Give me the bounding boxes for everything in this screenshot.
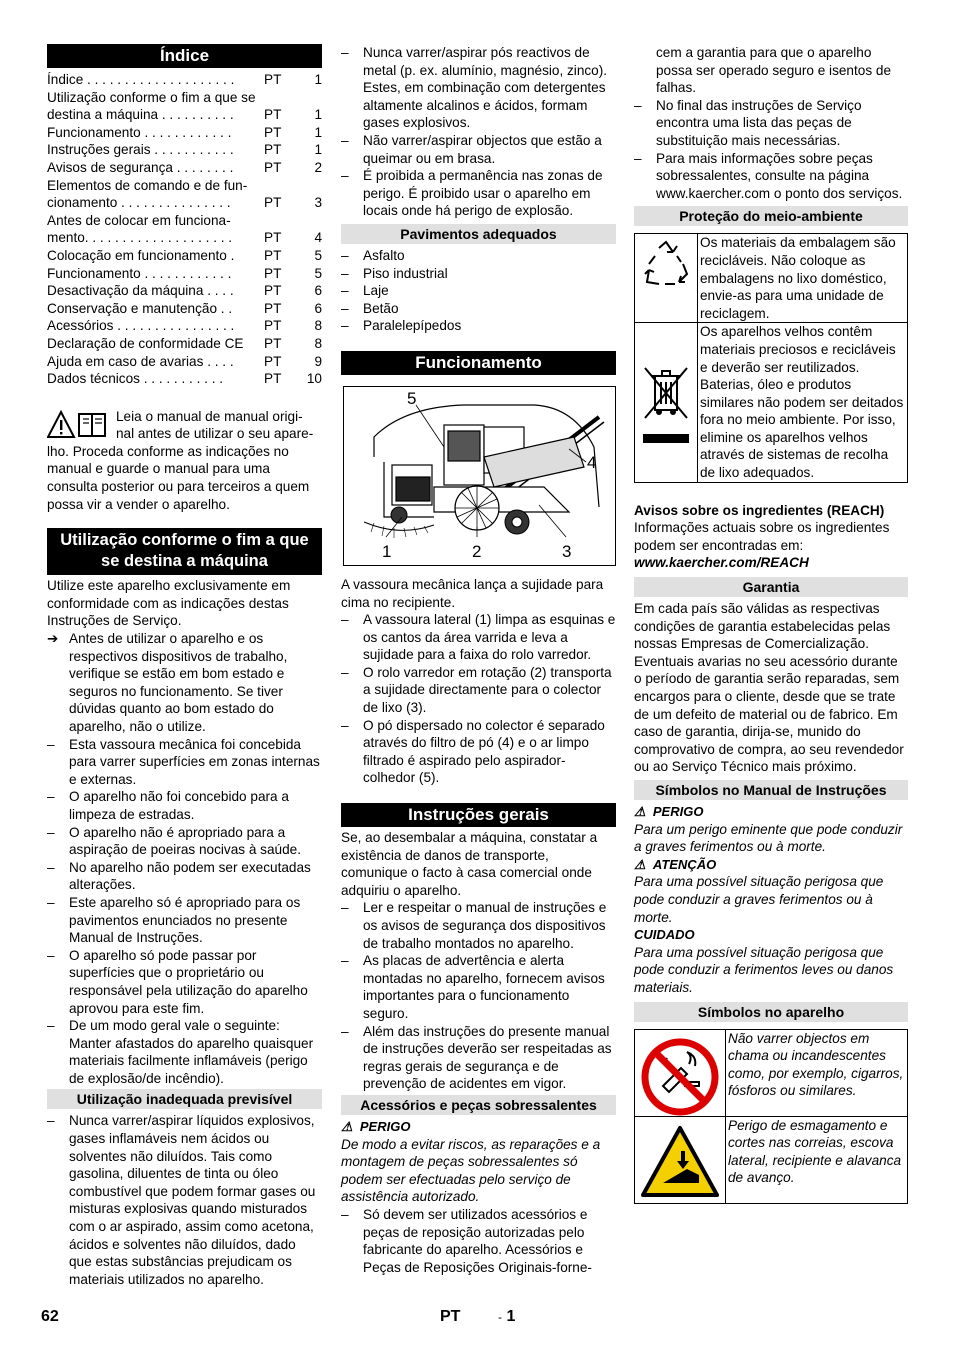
figure-label-3: 3 bbox=[562, 541, 572, 561]
footer-lang: PT bbox=[440, 1308, 461, 1325]
pavimento-item: – Piso industrial bbox=[341, 265, 448, 281]
warning-icon: ⚠ bbox=[341, 1118, 360, 1134]
toc-entry[interactable] bbox=[47, 300, 322, 318]
instrucoes-heading: Instruções gerais bbox=[341, 803, 616, 827]
protecao-table bbox=[634, 233, 908, 482]
simbolo-text-2: Perigo de esmagamento e cortes nas correias, escova lateral, recipiente e alavanca de avanço. bbox=[728, 1117, 902, 1186]
toc-entry[interactable] bbox=[47, 353, 322, 371]
toc-entry[interactable] bbox=[47, 247, 322, 265]
toc-title: Ajuda em caso de avarias . . . . bbox=[47, 353, 234, 369]
figure-label-5: 5 bbox=[407, 388, 417, 408]
toc-lang: PT bbox=[264, 335, 282, 351]
toc-page: 6 bbox=[314, 300, 322, 316]
simbolos-aparelho-table bbox=[634, 1029, 908, 1204]
manual-note-line1: Leia o manual de manual origi- bbox=[116, 408, 303, 424]
toc-title: Dados técnicos . . . . . . . . . . . bbox=[47, 371, 224, 387]
toc-lang bbox=[264, 177, 302, 195]
inadequada-heading: Utilização inadequada previsível bbox=[47, 1089, 322, 1109]
toc-page: 5 bbox=[314, 247, 322, 263]
instr-list-item: – Ler e respeitar o manual de instruções e os avisos de segurança dos dispositivos de trabalho montados no aparelho. bbox=[341, 900, 607, 951]
util-list-item: – Este aparelho só é apropriado para os pavimentos enunciados no presente Manual de Instruções. bbox=[47, 894, 301, 946]
util-list bbox=[47, 736, 322, 1088]
toc-title: Funcionamento . . . . . . . . . . . . bbox=[47, 124, 232, 140]
toc-page bbox=[302, 177, 322, 195]
acess-perigo-label: ⚠ PERIGO bbox=[341, 1118, 411, 1134]
atencao-label: ⚠ ATENÇÃO bbox=[634, 856, 717, 872]
toc-page: 10 bbox=[306, 371, 322, 387]
toc-lang: PT bbox=[264, 300, 282, 316]
pavimento-item: – Betão bbox=[341, 300, 399, 316]
manual-note-rest: lho. Proceda conforme as indicações no manual e guarde o manual para uma consulta posterior ou para terceiros a quem possa vir a vender o aparelho. bbox=[47, 443, 310, 512]
util-intro: Utilize este aparelho exclusivamente em conformidade com as indicações destas Instruções de Serviço. bbox=[47, 578, 291, 629]
acessorios-heading: Acessórios e peças sobressalentes bbox=[341, 1095, 616, 1115]
figure-label-1: 1 bbox=[382, 541, 392, 561]
toc-page: 2 bbox=[314, 159, 322, 175]
instr-list bbox=[341, 899, 616, 1093]
toc-entry[interactable] bbox=[47, 194, 322, 212]
toc-page: 6 bbox=[314, 283, 322, 299]
acess-perigo-text: De modo a evitar riscos, as reparações e a montagem de peças sobressalentes só podem ser efectuadas pelo serviço de assistência autorizado. bbox=[341, 1136, 601, 1205]
toc-entry[interactable] bbox=[47, 89, 322, 107]
util-arrow-item: ➔ Antes de utilizar o aparelho e os respectivos dispositivos de trabalho, verifique se estão em bom estado e seguros no funcionamento. Se tiver dúvidas quanto ao bom estado do aparelho, não o utilize. bbox=[47, 631, 288, 734]
toc-page: 9 bbox=[314, 353, 322, 369]
toc-page bbox=[302, 89, 322, 107]
pavimentos-heading: Pavimentos adequados bbox=[341, 224, 616, 244]
reach-text: Informações actuais sobre os ingredientes podem ser encontradas em: bbox=[634, 520, 890, 553]
toc-title: mento. . . . . . . . . . . . . . . . . . . . bbox=[47, 230, 233, 246]
page-number: 62 bbox=[41, 1308, 59, 1325]
toc-page: 1 bbox=[314, 72, 322, 87]
protecao-row-recycle bbox=[635, 234, 907, 323]
toc-title: Funcionamento . . . . . . . . . . . . bbox=[47, 265, 232, 281]
util-list-item: – De um modo geral vale o seguinte: Manter afastados do aparelho quaisquer materiais facilmente inflamáveis (perigo de explosão/de incêndio). bbox=[47, 1018, 314, 1086]
recycle-icon bbox=[635, 234, 698, 322]
toc-entry[interactable] bbox=[47, 177, 322, 195]
instr-list-item: – Além das instruções do presente manual de instruções deverão ser respeitadas as regras gerais de segurança e de prevenção de acidentes em vigor. bbox=[341, 1023, 612, 1092]
toc-lang: PT bbox=[264, 318, 282, 334]
col2-top-list bbox=[341, 44, 616, 220]
toc-lang bbox=[264, 89, 302, 107]
toc-title: Desactivação da máquina . . . . bbox=[47, 283, 234, 299]
simbolo-row-crush bbox=[635, 1117, 907, 1204]
reach-link[interactable]: www.kaercher.com/REACH bbox=[634, 555, 809, 571]
atencao-text: Para uma possível situação perigosa que pode conduzir a graves ferimentos ou à morte. bbox=[634, 874, 884, 925]
machine-figure bbox=[343, 386, 616, 566]
toc-page: 1 bbox=[314, 124, 322, 140]
instr-intro: Se, ao desembalar a máquina, constatar a existência de danos de transporte, comunique o facto à casa comercial onde adquiriu o aparelho. bbox=[341, 830, 598, 898]
toc-lang bbox=[264, 212, 302, 230]
toc-title: Utilização conforme o fim a que se bbox=[47, 89, 256, 105]
toc-lang: PT bbox=[264, 230, 282, 246]
col3-top-list bbox=[634, 97, 908, 203]
table-of-contents bbox=[47, 71, 322, 388]
toc-title: Avisos de segurança . . . . . . . . bbox=[47, 159, 234, 175]
sweeper-illustration bbox=[344, 387, 615, 565]
col2-list-item: – É proibida a permanência nas zonas de perigo. É proibido usar o aparelho em locais onde há perigo de explosão. bbox=[341, 168, 603, 219]
manual-note bbox=[47, 408, 322, 514]
toc-entry[interactable] bbox=[47, 141, 322, 159]
toc-page: 1 bbox=[314, 107, 322, 123]
figure-label-4: 4 bbox=[587, 452, 597, 472]
toc-title: Antes de colocar em funciona- bbox=[47, 212, 231, 228]
toc-title: Elementos de comando e de fun- bbox=[47, 177, 248, 193]
toc-page: 3 bbox=[314, 195, 322, 211]
toc-entry[interactable] bbox=[47, 335, 322, 353]
pavimentos-list bbox=[341, 247, 616, 335]
figure-label-2: 2 bbox=[472, 541, 482, 561]
toc-lang: PT bbox=[264, 353, 282, 369]
crossed-bin-icon bbox=[635, 323, 698, 481]
utilizacao-heading: Utilização conforme o fim a que se destina a máquina bbox=[47, 528, 322, 575]
warning-manual-icon bbox=[47, 410, 109, 440]
protecao-row-bin bbox=[635, 323, 907, 481]
toc-lang: PT bbox=[264, 159, 282, 175]
toc-title: Índice . . . . . . . . . . . . . . . . . . . . bbox=[47, 72, 235, 87]
col3-list-item: – Para mais informações sobre peças sobressalentes, consulte na página www.kaercher.com o ponto dos serviços. bbox=[634, 150, 903, 201]
col3-top-cont: cem a garantia para que o aparelho possa ser operado seguro e isentos de falhas. bbox=[656, 45, 892, 96]
simbolos-heading: Símbolos no Manual de Instruções bbox=[634, 780, 908, 800]
pavimento-item: – Laje bbox=[341, 283, 389, 299]
toc-entry[interactable] bbox=[47, 212, 322, 230]
footer-section-number: - 1 bbox=[498, 1308, 516, 1325]
reach-heading: Avisos sobre os ingredientes (REACH) bbox=[634, 502, 885, 518]
toc-lang: PT bbox=[264, 72, 282, 87]
garantia-text: Em cada país são válidas as respectivas condições de garantia estabelecidas pelas nossas Empresas de Comercialização. Eventuais avarias no seu acessório durante o período de garantia serão reparadas, sem encargos para o cliente, desde que se trate de um defeito de material ou de fabrico. Em caso de garantia, dirija-se, munido do comprovativo de compra, ao seu revendedor ou ao Serviço Técnico mais próximo. bbox=[634, 601, 904, 775]
toc-entry[interactable] bbox=[47, 265, 322, 283]
toc-lang: PT bbox=[264, 124, 282, 140]
toc-entry[interactable] bbox=[47, 106, 322, 124]
toc-entry[interactable] bbox=[47, 317, 322, 335]
toc-lang: PT bbox=[264, 265, 282, 281]
toc-title: cionamento . . . . . . . . . . . . . . . bbox=[47, 195, 231, 211]
toc-title: Declaração de conformidade CE bbox=[47, 335, 244, 351]
toc-page: 1 bbox=[314, 142, 322, 158]
func-list-item: – A vassoura lateral (1) limpa as esquinas e os cantos da área varrida e leva a sujidade para a faixa do rolo varredor. bbox=[341, 612, 616, 663]
pavimento-item: – Asfalto bbox=[341, 247, 405, 263]
toc-entry[interactable] bbox=[47, 159, 322, 177]
simbolo-text-1: Não varrer objectos em chama ou incandescentes como, por exemplo, cigarros, fósforos ou similares. bbox=[728, 1030, 904, 1099]
col3-list-item: – No final das instruções de Serviço encontra uma lista das peças de substituição mais necessárias. bbox=[634, 97, 862, 148]
toc-lang: PT bbox=[264, 247, 282, 263]
col2-list-item: – Não varrer/aspirar objectos que estão a queimar ou em brasa. bbox=[341, 132, 602, 166]
warning-icon: ⚠ bbox=[634, 803, 653, 819]
toc-lang: PT bbox=[264, 195, 282, 211]
cuidado-text: Para uma possível situação perigosa que pode conduzir a ferimentos leves ou danos materiais. bbox=[634, 944, 894, 995]
func-list-item: – O rolo varredor em rotação (2) transporta a sujidade directamente para o colector de lixo (3). bbox=[341, 664, 612, 716]
protecao-text-1: Os materiais da embalagem são recicláveis. Não coloque as embalagens no lixo doméstico, envie-as para uma unidade de reciclagem. bbox=[700, 235, 896, 321]
toc-page: 4 bbox=[314, 230, 322, 246]
util-list-item: – O aparelho só pode passar por superfícies que o proprietário ou responsável pela utilização do aparelho aprovou para este fim. bbox=[47, 947, 308, 1016]
toc-page: 8 bbox=[314, 318, 322, 334]
no-burning-objects-icon bbox=[635, 1030, 726, 1116]
func-list-item: – O pó dispersado no colector é separado através do filtro de pó (4) e o ar limpo filtrado é aspirado pelo aspirador-colhedor (5). bbox=[341, 717, 605, 786]
instr-list-item: – As placas de advertência e alerta montadas no aparelho, fornecem avisos importantes para o funcionamento seguro. bbox=[341, 953, 605, 1021]
func-intro: A vassoura mecânica lança a sujidade para cima no recipiente. bbox=[341, 576, 604, 610]
simbolos-aparelho-heading: Símbolos no aparelho bbox=[634, 1002, 908, 1022]
arrow-icon: ➔ bbox=[47, 631, 59, 647]
acess-item: – Só devem ser utilizados acessórios e peças de reposição autorizadas pelo fabricante do aparelho. Acessórios e Peças de Reposições Originais-forne- bbox=[341, 1206, 592, 1275]
toc-entry[interactable] bbox=[47, 229, 322, 247]
column-2 bbox=[341, 44, 616, 1276]
toc-page bbox=[302, 212, 322, 230]
toc-title: Acessórios . . . . . . . . . . . . . . . . bbox=[47, 318, 235, 334]
toc-entry[interactable] bbox=[47, 282, 322, 300]
cuidado-label: CUIDADO bbox=[634, 927, 695, 943]
toc-lang: PT bbox=[264, 107, 282, 123]
func-list bbox=[341, 611, 616, 787]
toc-entry[interactable] bbox=[47, 71, 322, 89]
toc-title: Instruções gerais . . . . . . . . . . . bbox=[47, 142, 234, 158]
toc-lang: PT bbox=[264, 283, 282, 299]
protecao-text-2: Os aparelhos velhos contêm materiais preciosos e recicláveis e deverão ser reutilizados. Baterias, óleo e produtos similares não podem ser deitados fora no meio ambiente. Por isso, elimine os aparelhos velhos através de sistemas de recolha de lixo adequados. bbox=[700, 324, 904, 481]
util-list-item: – No aparelho não podem ser executadas alterações. bbox=[47, 859, 311, 893]
util-list-item: – O aparelho não foi concebido para a limpeza de estradas. bbox=[47, 789, 289, 822]
column-3 bbox=[634, 44, 908, 1204]
util-list-item: – Esta vassoura mecânica foi concebida para varrer superfícies em zonas internas e externas. bbox=[47, 736, 320, 787]
toc-entry[interactable] bbox=[47, 370, 322, 388]
funcionamento-heading: Funcionamento bbox=[341, 351, 616, 375]
toc-lang: PT bbox=[264, 371, 282, 387]
protecao-heading: Proteção do meio-ambiente bbox=[634, 206, 908, 226]
indice-heading: Índice bbox=[47, 44, 322, 68]
simbolo-row-fire bbox=[635, 1030, 907, 1117]
toc-lang: PT bbox=[264, 142, 282, 158]
toc-page: 8 bbox=[314, 335, 322, 351]
col2-list-item: – Nunca varrer/aspirar pós reactivos de metal (p. ex. alumínio, magnésio, zinco). Estes, em combinação com detergentes altamente alcalinos e ácidos, formam gases explosivos. bbox=[341, 45, 608, 131]
toc-title: Conservação e manutenção . . bbox=[47, 300, 233, 316]
perigo-text: Para um perigo eminente que pode conduzir a graves ferimentos ou à morte. bbox=[634, 821, 903, 855]
toc-title: destina a máquina . . . . . . . . . . bbox=[47, 107, 234, 123]
toc-title: Colocação em funcionamento . bbox=[47, 247, 235, 263]
inadequada-item: – Nunca varrer/aspirar líquidos explosivos, gases inflamáveis nem ácidos ou solventes não diluídos. Tais como gasolina, diluentes de tinta ou óleo combustível que podem formar gases ou misturas explosivas quando misturados com o ar aspirado, assim como acetona, ácidos e solventes não diluídos, dado que estas substâncias prejudicam os materiais utilizados no aparelho. bbox=[47, 1113, 316, 1287]
garantia-heading: Garantia bbox=[634, 577, 908, 597]
perigo-label: ⚠ PERIGO bbox=[634, 803, 704, 819]
toc-page: 5 bbox=[314, 265, 322, 281]
pavimento-item: – Paralelepípedos bbox=[341, 318, 462, 334]
util-list-item: – O aparelho não é apropriado para a aspiração de poeiras nocivas à saúde. bbox=[47, 824, 301, 858]
column-1 bbox=[47, 44, 322, 1288]
toc-entry[interactable] bbox=[47, 124, 322, 142]
crush-hazard-icon bbox=[635, 1117, 726, 1203]
warning-icon: ⚠ bbox=[634, 856, 653, 872]
manual-note-line2: nal antes de utilizar o seu apare- bbox=[116, 426, 314, 442]
